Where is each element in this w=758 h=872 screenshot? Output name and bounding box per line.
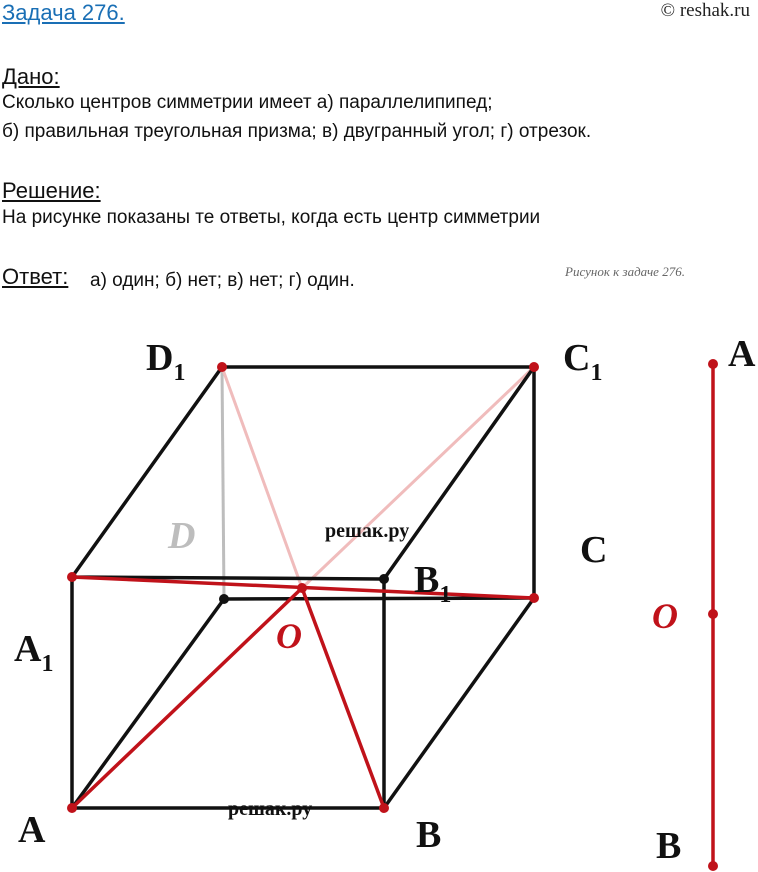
- hidden-diagonal-C1O: [302, 367, 534, 588]
- vertex-D1: [217, 362, 227, 372]
- label-A1: $A_1$: [14, 628, 54, 677]
- segment-figure: [652, 333, 756, 871]
- label-B: B: [416, 814, 442, 856]
- segment-label-O: O: [652, 596, 678, 636]
- figure-caption: Рисунок к задаче 276.: [565, 264, 685, 279]
- segment-point-O: [708, 609, 718, 619]
- solution-text: На рисунке показаны те ответы, когда есть центр симметрии: [2, 207, 541, 228]
- given-line-2: б) правильная треугольная призма; в) двугранный угол; г) отрезок.: [2, 121, 592, 142]
- hidden-edge-DD1: [222, 367, 224, 599]
- vertex-A: [67, 803, 77, 813]
- vertex-D: [219, 594, 229, 604]
- vertex-C1: [529, 362, 539, 372]
- vertex-B: [379, 803, 389, 813]
- solution-heading: Решение:: [2, 178, 101, 203]
- watermark-2: решак.ру: [228, 798, 313, 820]
- label-B1: $B_1$: [414, 559, 452, 608]
- watermark-1: решак.ру: [325, 520, 410, 542]
- answer-heading: Ответ:: [2, 264, 69, 289]
- diagonal-AO: [72, 588, 302, 808]
- vertex-B1: [379, 574, 389, 584]
- diagonal-BO: [302, 588, 384, 808]
- edge-AD: [72, 599, 224, 808]
- edge-DC: [224, 598, 534, 599]
- task-title-link[interactable]: Задача 276.: [2, 0, 125, 25]
- label-D: D: [168, 515, 196, 557]
- edge-BC: [384, 598, 534, 808]
- segment-label-B: B: [656, 825, 682, 867]
- top-face: [72, 367, 534, 579]
- copyright-text: © reshak.ru: [660, 0, 750, 21]
- segment-point-A: [708, 359, 718, 369]
- label-C: C: [580, 529, 608, 571]
- given-heading: Дано:: [2, 64, 60, 89]
- segment-label-A: A: [728, 333, 756, 375]
- label-A: A: [18, 809, 46, 851]
- given-line-1: Сколько центров симметрии имеет а) параллелипипед;: [2, 92, 493, 113]
- vertex-A1: [67, 572, 77, 582]
- label-O: O: [276, 616, 302, 656]
- answer-text: а) один; б) нет; в) нет; г) один.: [90, 270, 355, 291]
- hidden-diagonal-D1O: [222, 367, 302, 588]
- vertex-C: [529, 593, 539, 603]
- label-D1: $D_1$: [146, 337, 186, 386]
- segment-point-B: [708, 861, 718, 871]
- vertex-O: [297, 583, 307, 593]
- hidden-edges: [222, 367, 534, 599]
- label-C1: $C_1$: [563, 337, 603, 386]
